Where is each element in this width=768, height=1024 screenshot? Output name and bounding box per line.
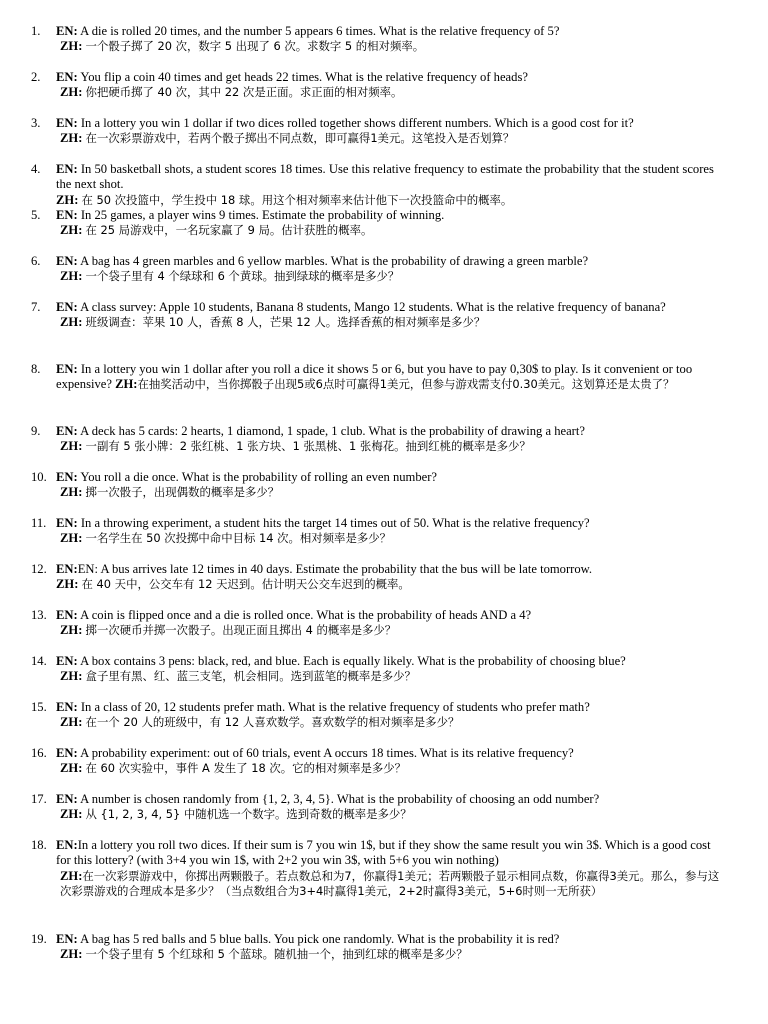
question-number: 9. bbox=[31, 424, 41, 438]
en-label: EN: bbox=[56, 300, 78, 314]
zh-label: ZH: bbox=[60, 485, 83, 500]
question-zh: 一名学生在 50 次投掷中命中目标 14 次。相对频率是多少？ bbox=[85, 531, 392, 546]
zh-label: ZH: bbox=[56, 192, 79, 207]
question-number: 18. bbox=[31, 838, 47, 852]
en-label: EN: bbox=[56, 516, 78, 530]
question-zh: 在 25 局游戏中，一名玩家赢了 9 局。估计获胜的概率。 bbox=[85, 223, 373, 238]
question-number: 11. bbox=[31, 516, 47, 530]
zh-label: ZH: bbox=[60, 131, 83, 146]
question-zh: 在 50 次投篮中，学生投中 18 球。用这个相对频率来估计他下一次投篮命中的概率。 bbox=[81, 192, 513, 207]
question-en: In a throwing experiment, a student hits the target 14 times out of 50. What is the relative frequency? bbox=[80, 516, 590, 530]
question-zh: 一副有 5 张小牌：2 张红桃、1 张方块、1 张黑桃、1 张梅花。抽到红桃的概率是多少？ bbox=[85, 439, 531, 454]
question-number: 6. bbox=[31, 254, 41, 268]
question-number: 5. bbox=[31, 208, 41, 222]
question-zh: 在 60 次实验中，事件 A 发生了 18 次。它的相对频率是多少？ bbox=[85, 761, 407, 776]
en-label: EN: bbox=[56, 838, 78, 852]
question-zh: 班级调查：苹果 10 人，香蕉 8 人，芒果 12 人。选择香蕉的相对频率是多少？ bbox=[85, 315, 486, 330]
zh-label: ZH: bbox=[60, 223, 83, 238]
question-zh: 在 40 天中，公交车有 12 天迟到。估计明天公交车迟到的概率。 bbox=[81, 577, 410, 592]
zh-label: ZH: bbox=[60, 807, 83, 822]
en-label: EN: bbox=[56, 162, 78, 176]
en-label: EN: bbox=[56, 116, 78, 130]
zh-label: ZH: bbox=[60, 715, 83, 730]
question-zh: 掷一次硬币并掷一次骰子。出现正面且掷出 4 的概率是多少？ bbox=[85, 623, 397, 638]
question-number: 10. bbox=[31, 470, 47, 484]
zh-label: ZH: bbox=[60, 439, 83, 454]
question-zh: 在一个 20 人的班级中，有 12 人喜欢数学。喜欢数学的相对频率是多少？ bbox=[85, 715, 460, 730]
question-number: 14. bbox=[31, 654, 47, 668]
question-zh: 一个袋子里有 4 个绿球和 6 个黄球。抽到绿球的概率是多少？ bbox=[85, 269, 400, 284]
question-zh: 一个骰子掷了 20 次，数字 5 出现了 6 次。求数字 5 的相对频率。 bbox=[85, 39, 425, 54]
question-en: A number is chosen randomly from {1, 2, 3, 4, 5}. What is the probability of choosing an odd number? bbox=[80, 792, 600, 806]
question-en: In a lottery you win 1 dollar after you roll a dice it shows 5 or 6, but you have to pay 0,30$ to play. Is it convenient or too expensive? bbox=[56, 362, 693, 392]
question-number: 12. bbox=[31, 562, 47, 576]
question-en: In a class of 20, 12 students prefer math. What is the relative frequency of students who prefer math? bbox=[80, 700, 590, 714]
question-zh: 在一次彩票游戏中，若两个骰子掷出不同点数，即可赢得1美元。这笔投入是否划算？ bbox=[85, 131, 515, 146]
question-number: 16. bbox=[31, 746, 47, 760]
question-en: EN: A bus arrives late 12 times in 40 days. Estimate the probability that the bus will be late tomorrow. bbox=[77, 562, 593, 576]
en-label: EN: bbox=[56, 700, 78, 714]
question-number: 7. bbox=[31, 300, 41, 314]
question-zh: 在抽奖活动中，当你掷骰子出现5或6点时可赢得1美元，但参与游戏需支付0.30美元。这划算还是太贵了？ bbox=[137, 377, 675, 392]
question-en: In a lottery you win 1 dollar if two dices rolled together shows different numbers. Which is a good cost for it? bbox=[80, 116, 634, 130]
en-label: EN: bbox=[56, 70, 78, 84]
en-label: EN: bbox=[56, 208, 78, 222]
question-zh: 一个袋子里有 5 个红球和 5 个蓝球。随机抽一个，抽到红球的概率是多少？ bbox=[85, 947, 468, 962]
question-en: You flip a coin 40 times and get heads 22 times. What is the relative frequency of heads? bbox=[80, 70, 528, 84]
zh-label: ZH: bbox=[115, 377, 138, 392]
zh-label: ZH: bbox=[56, 577, 79, 592]
question-number: 3. bbox=[31, 116, 41, 130]
en-label: EN: bbox=[56, 362, 78, 376]
question-zh: 盒子里有黑、红、蓝三支笔，机会相同。选到蓝笔的概率是多少？ bbox=[85, 669, 416, 684]
question-number: 19. bbox=[31, 932, 47, 946]
question-number: 17. bbox=[31, 792, 47, 806]
zh-label: ZH: bbox=[60, 269, 83, 284]
zh-label: ZH: bbox=[60, 868, 83, 883]
question-en: A bag has 4 green marbles and 6 yellow marbles. What is the probability of drawing a green marble? bbox=[80, 254, 589, 268]
question-zh: 从 {1, 2, 3, 4, 5} 中随机选一个数字。选到奇数的概率是多少？ bbox=[85, 807, 412, 822]
question-number: 1. bbox=[31, 24, 41, 38]
question-en: A coin is flipped once and a die is rolled once. What is the probability of heads AND a 4? bbox=[80, 608, 532, 622]
question-zh: 你把硬币掷了 40 次，其中 22 次是正面。求正面的相对频率。 bbox=[85, 85, 403, 100]
en-label: EN: bbox=[56, 254, 78, 268]
question-en: In 50 basketball shots, a student scores 18 times. Use this relative frequency to estimate the probability that the student scores the next shot. bbox=[56, 162, 714, 192]
question-en: A bag has 5 red balls and 5 blue balls. You pick one randomly. What is the probability it is red? bbox=[80, 932, 560, 946]
en-label: EN: bbox=[56, 24, 78, 38]
en-label: EN: bbox=[56, 470, 78, 484]
en-label: EN: bbox=[56, 792, 78, 806]
zh-label: ZH: bbox=[60, 39, 83, 54]
en-label: EN: bbox=[56, 746, 78, 760]
question-zh: 在一次彩票游戏中，你掷出两颗骰子。若点数总和为7，你赢得1美元；若两颗骰子显示相同点数，你赢得3美元。那么，参与这次彩票游戏的合理成本是多少？（当点数组合为3+4时赢得1美元，2+2时赢得3美元，5+6时则一无所获） bbox=[60, 868, 720, 899]
question-en: A die is rolled 20 times, and the number 5 appears 6 times. What is the relative frequency of 5? bbox=[80, 24, 560, 38]
en-label: EN: bbox=[56, 424, 78, 438]
zh-label: ZH: bbox=[60, 623, 83, 638]
zh-label: ZH: bbox=[60, 531, 83, 546]
question-en: In 25 games, a player wins 9 times. Estimate the probability of winning. bbox=[80, 208, 445, 222]
question-en: A box contains 3 pens: black, red, and blue. Each is equally likely. What is the probability of choosing blue? bbox=[80, 654, 626, 668]
en-label: EN: bbox=[56, 608, 78, 622]
en-label: EN: bbox=[56, 562, 78, 576]
question-en: A deck has 5 cards: 2 hearts, 1 diamond, 1 spade, 1 club. What is the probability of drawing a heart? bbox=[80, 424, 585, 438]
zh-label: ZH: bbox=[60, 315, 83, 330]
question-en: In a lottery you roll two dices. If their sum is 7 you win 1$, but if they show the same result you win 3$. Which is a good cost for this lottery? (with 3+4 you win 1$, with 2+2 you win 3$, with 5+6 you win nothing) bbox=[56, 838, 711, 868]
question-en: A class survey: Apple 10 students, Banana 8 students, Mango 12 students. What is the relative frequency of banana? bbox=[80, 300, 666, 314]
zh-label: ZH: bbox=[60, 761, 83, 776]
question-number: 2. bbox=[31, 70, 41, 84]
en-label: EN: bbox=[56, 654, 78, 668]
question-number: 4. bbox=[31, 162, 41, 176]
zh-label: ZH: bbox=[60, 85, 83, 100]
question-en: A probability experiment: out of 60 trials, event A occurs 18 times. What is its relative frequency? bbox=[80, 746, 574, 760]
question-number: 8. bbox=[31, 362, 41, 376]
question-en: You roll a die once. What is the probability of rolling an even number? bbox=[80, 470, 438, 484]
question-number: 15. bbox=[31, 700, 47, 714]
zh-label: ZH: bbox=[60, 669, 83, 684]
question-number: 13. bbox=[31, 608, 47, 622]
question-zh: 掷一次骰子，出现偶数的概率是多少？ bbox=[85, 485, 280, 500]
zh-label: ZH: bbox=[60, 947, 83, 962]
en-label: EN: bbox=[56, 932, 78, 946]
